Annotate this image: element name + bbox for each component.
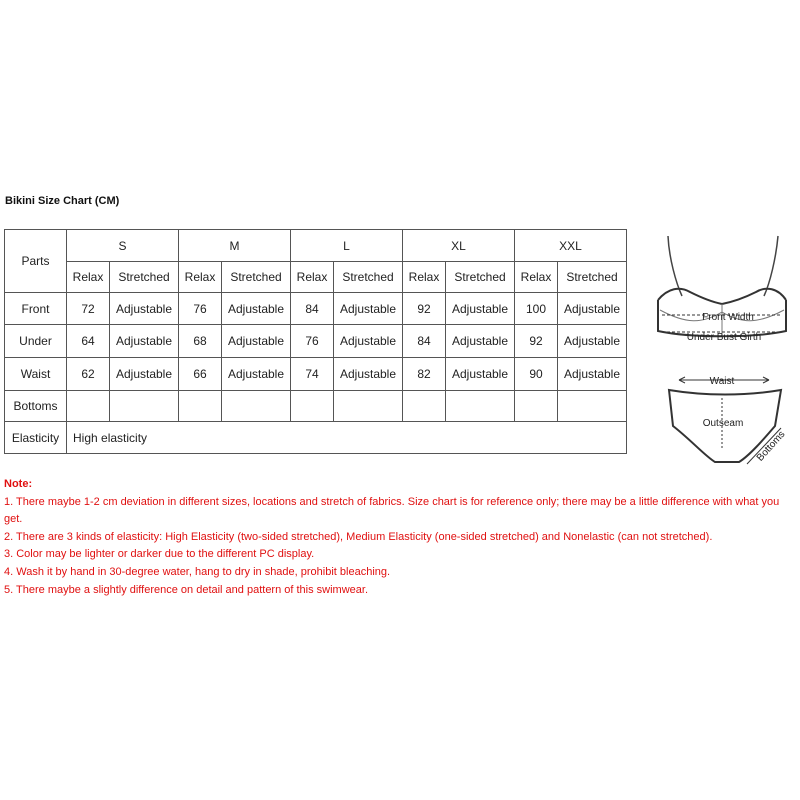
table-row-bottoms	[5, 391, 627, 422]
page-title: Bikini Size Chart (CM)	[5, 195, 120, 207]
size-xxl-header: XXL	[515, 230, 627, 262]
table-cell: Adjustable	[558, 325, 627, 358]
table-cell: Adjustable	[110, 293, 179, 325]
size-s-header: S	[67, 230, 179, 262]
size-chart-table	[4, 229, 627, 454]
table-cell: 76	[291, 325, 334, 358]
stretched-header: Stretched	[446, 262, 515, 293]
table-cell: 92	[403, 293, 446, 325]
table-cell	[403, 391, 446, 422]
table-cell: Adjustable	[446, 358, 515, 391]
table-cell	[291, 391, 334, 422]
note-item: 2. There are 3 kinds of elasticity: High Elasticity (two-sided stretched), Medium Elasticity (one-sided stretched) and Nonelastic (can not stretched).	[4, 530, 713, 543]
table-cell	[558, 391, 627, 422]
table-cell	[67, 391, 110, 422]
note-item: 5. There maybe a slightly difference on detail and pattern of this swimwear.	[4, 583, 369, 596]
table-cell: Adjustable	[222, 325, 291, 358]
table-cell: Adjustable	[446, 325, 515, 358]
bottoms-measurement-diagram	[665, 368, 795, 473]
table-cell: 72	[67, 293, 110, 325]
table-cell: Adjustable	[110, 325, 179, 358]
row-label: Waist	[5, 358, 67, 391]
table-cell: 62	[67, 358, 110, 391]
table-cell	[515, 391, 558, 422]
table-cell	[446, 391, 515, 422]
table-cell: Adjustable	[334, 358, 403, 391]
stretched-header: Stretched	[222, 262, 291, 293]
table-cell: 64	[67, 325, 110, 358]
row-label: Under	[5, 325, 67, 358]
relax-header: Relax	[179, 262, 222, 293]
table-cell: Adjustable	[110, 358, 179, 391]
table-cell: 66	[179, 358, 222, 391]
subheader-row	[5, 262, 627, 293]
right-strap	[764, 236, 778, 296]
table-cell: Adjustable	[222, 358, 291, 391]
table-cell	[179, 391, 222, 422]
table-cell: 82	[403, 358, 446, 391]
under-bust-label: Under Bust Girth	[686, 332, 762, 343]
parts-header: Parts	[5, 230, 67, 293]
table-cell	[110, 391, 179, 422]
table-cell: 84	[403, 325, 446, 358]
table-cell: Adjustable	[334, 325, 403, 358]
table-cell: 90	[515, 358, 558, 391]
row-label: Elasticity	[5, 422, 67, 454]
front-width-label: Front Width	[702, 312, 754, 323]
table-cell: 68	[179, 325, 222, 358]
notes-title: Note:	[4, 478, 33, 490]
table-cell: Adjustable	[222, 293, 291, 325]
stretched-header: Stretched	[558, 262, 627, 293]
table-cell: Adjustable	[558, 358, 627, 391]
size-xl-header: XL	[403, 230, 515, 262]
relax-header: Relax	[291, 262, 334, 293]
relax-header: Relax	[67, 262, 110, 293]
size-header-row	[5, 230, 627, 262]
relax-header: Relax	[515, 262, 558, 293]
note-item: 3. Color may be lighter or darker due to the different PC display.	[4, 548, 315, 561]
table-cell: 74	[291, 358, 334, 391]
bra-measurement-diagram	[650, 228, 795, 348]
note-item: 1. There maybe 1-2 cm deviation in different sizes, locations and stretch of fabrics. Size chart is for reference only; there may be a little difference with what you get.	[4, 495, 780, 526]
table-cell: 100	[515, 293, 558, 325]
note-item: 4. Wash it by hand in 30-degree water, hang to dry in shade, prohibit bleaching.	[4, 565, 391, 578]
table-cell: 76	[179, 293, 222, 325]
size-m-header: M	[179, 230, 291, 262]
notes-section	[4, 476, 796, 599]
row-label: Front	[5, 293, 67, 325]
table-row-front	[5, 293, 627, 325]
table-cell: Adjustable	[446, 293, 515, 325]
stretched-header: Stretched	[110, 262, 179, 293]
elasticity-value: High elasticity	[67, 422, 627, 454]
left-strap	[668, 236, 682, 296]
table-cell: 92	[515, 325, 558, 358]
size-l-header: L	[291, 230, 403, 262]
table-row-waist	[5, 358, 627, 391]
relax-header: Relax	[403, 262, 446, 293]
table-row-elasticity	[5, 422, 627, 454]
waist-label: Waist	[709, 376, 735, 387]
outseam-label: Outseam	[702, 418, 744, 429]
table-cell	[222, 391, 291, 422]
stretched-header: Stretched	[334, 262, 403, 293]
row-label: Bottoms	[5, 391, 67, 422]
table-cell: Adjustable	[558, 293, 627, 325]
table-cell: Adjustable	[334, 293, 403, 325]
table-cell: 84	[291, 293, 334, 325]
table-cell	[334, 391, 403, 422]
bottoms-label: Bottoms	[754, 429, 788, 464]
table-row-under	[5, 325, 627, 358]
